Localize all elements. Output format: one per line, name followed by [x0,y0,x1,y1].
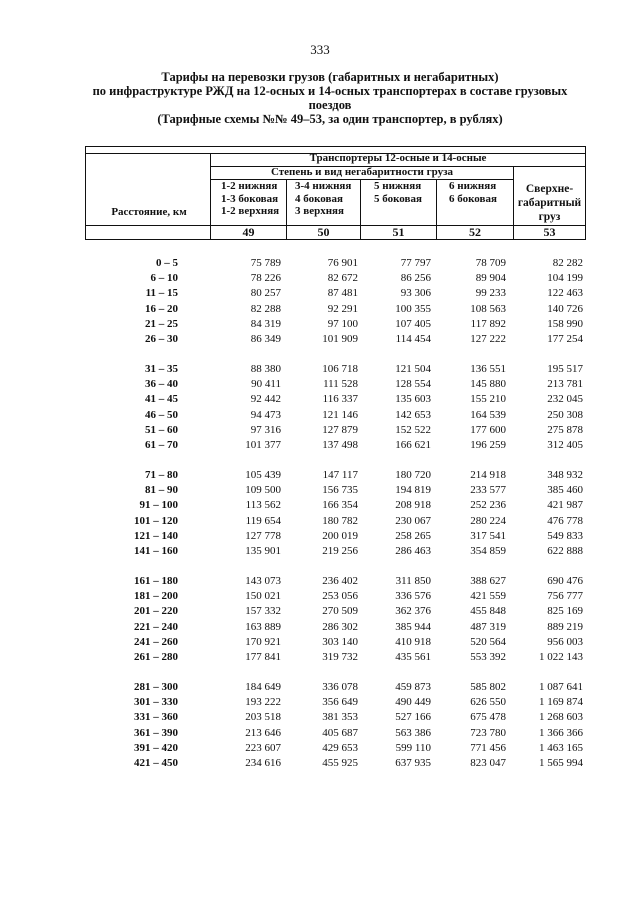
tariff-cell-53: 104 199 [547,272,583,285]
table-row [0,256,640,270]
tariff-cell-52: 823 047 [470,757,506,769]
header-col-50: 3-4 нижняя 4 боковая 3 верхняя [295,180,352,217]
tariff-cell-49: 82 288 [250,302,281,315]
tariff-cell-52: 771 456 [470,741,506,754]
header-col-51: 5 нижняя 5 боковая [374,180,422,205]
tariff-cell-50: 336 078 [322,681,358,693]
table-row [0,620,640,634]
tariff-cell-51: 86 256 [400,272,431,285]
table-row [0,498,640,512]
tariff-cell-53: 476 778 [547,514,583,527]
table-row [0,726,640,740]
tariff-cell-50: 121 146 [322,408,358,421]
tariff-cell-53: 1 366 366 [539,726,583,739]
table-row [0,650,640,664]
tariff-cell-51: 208 918 [395,499,431,512]
header-num-50: 50 [317,225,330,239]
distance-cell: 281 – 300 [134,681,178,693]
tariff-cell-50: 87 481 [327,287,358,300]
tariff-cell-52: 252 236 [470,499,506,512]
distance-cell: 221 – 240 [134,620,178,633]
tariff-cell-53: 1 463 165 [539,741,583,754]
tariff-cell-50: 137 498 [322,439,358,451]
distance-cell: 61 – 70 [145,439,178,451]
tariff-cell-49: 135 901 [245,545,281,557]
tariff-cell-49: 94 473 [250,408,281,421]
tariff-cell-52: 520 564 [470,635,506,648]
tariff-cell-53: 421 987 [547,499,583,512]
tariff-cell-52: 99 233 [475,287,506,300]
distance-cell: 46 – 50 [145,408,178,421]
table-row [0,377,640,391]
tariff-cell-52: 136 551 [470,363,506,375]
tariff-cell-50: 286 302 [322,620,358,633]
tariff-cell-52: 553 392 [470,651,506,663]
tariff-cell-52: 723 780 [470,726,506,739]
tariff-cell-49: 84 319 [250,317,281,330]
tariff-cell-50: 236 402 [322,575,358,587]
tariff-cell-52: 233 577 [470,484,506,497]
tariff-cell-50: 180 782 [322,514,358,527]
distance-cell: 361 – 390 [134,726,178,739]
tariff-cell-53: 385 460 [547,484,583,497]
tariff-cell-53: 250 308 [547,408,583,421]
tariff-cell-51: 385 944 [395,620,431,633]
tariff-cell-53: 622 888 [547,545,583,557]
header-num-53: 53 [543,225,556,239]
tariff-cell-51: 459 873 [395,681,431,693]
table-row [0,574,640,588]
table-row [0,468,640,482]
tariff-cell-51: 166 621 [395,439,431,451]
page-number: 333 [310,42,330,57]
tariff-cell-51: 410 918 [395,635,431,648]
tariff-cell-49: 86 349 [250,333,281,345]
distance-cell: 16 – 20 [145,302,178,315]
tariff-cell-49: 157 332 [245,605,281,618]
tariff-cell-51: 435 561 [395,651,431,663]
distance-cell: 21 – 25 [145,317,178,330]
tariff-cell-50: 116 337 [322,393,358,406]
table-row [0,514,640,528]
header-group: Транспортеры 12-осные и 14-осные [309,152,487,164]
tariff-cell-49: 105 439 [245,469,281,481]
table-row [0,392,640,406]
tariff-cell-50: 82 672 [327,272,358,285]
table-row [0,529,640,543]
tariff-cell-49: 223 607 [245,741,281,754]
tariff-cell-52: 421 559 [470,590,506,603]
tariff-cell-49: 150 021 [245,590,281,603]
tariff-cell-49: 184 649 [245,681,281,693]
tariff-cell-51: 527 166 [395,711,431,724]
distance-cell: 91 – 100 [139,499,178,512]
tariff-cell-53: 232 045 [547,393,583,406]
tariff-cell-53: 956 003 [547,635,583,648]
tariff-cell-49: 92 442 [250,393,281,406]
tariff-cell-53: 140 726 [547,302,583,315]
tariff-cell-51: 93 306 [400,287,431,300]
tariff-cell-52: 196 259 [470,439,506,451]
tariff-cell-49: 213 646 [245,726,281,739]
distance-cell: 261 – 280 [134,651,178,663]
tariff-cell-53: 213 781 [547,378,583,391]
tariff-cell-50: 106 718 [322,363,358,375]
tariff-cell-50: 166 354 [322,499,358,512]
table-row [0,483,640,497]
tariff-cell-53: 690 476 [547,575,583,587]
tariff-cell-53: 158 990 [547,317,583,330]
tariff-cell-51: 336 576 [395,590,431,603]
table-row [0,680,640,694]
tariff-cell-49: 193 222 [245,696,281,709]
tariff-cell-49: 78 226 [250,272,281,285]
tariff-cell-51: 121 504 [395,363,431,375]
tariff-cell-50: 429 653 [322,741,358,754]
tariff-cell-52: 585 802 [470,681,506,693]
tariff-cell-49: 234 616 [245,757,281,769]
table-row [0,271,640,285]
tariff-cell-52: 214 918 [470,469,506,481]
tariff-cell-53: 275 878 [547,423,583,436]
tariff-cell-51: 114 454 [395,333,431,345]
distance-cell: 101 – 120 [134,514,178,527]
distance-cell: 11 – 15 [145,287,178,300]
tariff-cell-53: 549 833 [547,529,583,542]
tariff-cell-50: 381 353 [322,711,358,724]
distance-cell: 141 – 160 [134,545,178,557]
distance-cell: 41 – 45 [145,393,178,406]
tariff-cell-50: 156 735 [322,484,358,497]
tariff-cell-51: 599 110 [395,741,431,754]
table-row [0,589,640,603]
tariff-cell-53: 82 282 [552,257,583,269]
table-row [0,635,640,649]
tariff-cell-52: 108 563 [470,302,506,315]
table-row [0,710,640,724]
tariff-cell-52: 626 550 [470,696,506,709]
distance-cell: 331 – 360 [134,711,178,724]
tariff-cell-52: 675 478 [470,711,506,724]
tariff-cell-53: 889 219 [547,620,583,633]
title-line-1: Тарифы на перевозки грузов (габаритных и негабаритных) [161,70,499,84]
tariff-cell-51: 311 850 [395,575,431,587]
tariff-cell-52: 280 224 [470,514,506,527]
table-row [0,695,640,709]
header-col-49: 1-2 нижняя 1-3 боковая 1-2 верхняя [221,180,280,217]
tariff-cell-51: 100 355 [395,302,431,315]
tariff-cell-52: 145 880 [470,378,506,391]
tariff-cell-49: 97 316 [250,423,281,436]
distance-cell: 71 – 80 [145,469,178,481]
tariff-cell-50: 127 879 [322,423,358,436]
distance-cell: 81 – 90 [145,484,178,497]
tariff-cell-50: 92 291 [327,302,358,315]
tariff-cell-51: 563 386 [395,726,431,739]
tariff-cell-53: 1 087 641 [539,681,583,693]
table-row [0,302,640,316]
tariff-cell-51: 107 405 [395,317,431,330]
tariff-cell-52: 155 210 [470,393,506,406]
tariff-cell-49: 80 257 [250,287,281,300]
table-row [0,286,640,300]
table-row [0,756,640,770]
tariff-cell-50: 147 117 [322,469,358,481]
table-row [0,544,640,558]
tariff-cell-50: 455 925 [322,757,358,769]
table-row [0,423,640,437]
tariff-cell-53: 312 405 [547,439,583,451]
header-col-53: Сверхне- габаритный груз [517,183,582,223]
tariff-cell-51: 152 522 [395,423,431,436]
table-row [0,332,640,346]
distance-cell: 161 – 180 [134,575,178,587]
distance-cell: 391 – 420 [134,741,178,754]
tariff-cell-50: 253 056 [322,590,358,603]
distance-cell: 121 – 140 [134,529,178,542]
tariff-cell-53: 348 932 [547,469,583,481]
tariff-cell-52: 78 709 [475,257,506,269]
tariff-cell-49: 163 889 [245,620,281,633]
tariff-cell-49: 109 500 [245,484,281,497]
tariff-cell-53: 1 268 603 [539,711,583,724]
header-num-49: 49 [242,225,255,239]
tariff-cell-50: 200 019 [322,529,358,542]
tariff-cell-53: 756 777 [547,590,583,603]
tariff-cell-51: 180 720 [395,469,431,481]
header-distance: Расстояние, км [111,206,187,218]
tariff-cell-50: 219 256 [322,545,358,557]
tariff-cell-51: 362 376 [395,605,431,618]
tariff-cell-51: 637 935 [395,757,431,769]
tariff-cell-52: 455 848 [470,605,506,618]
tariff-cell-50: 303 140 [322,635,358,648]
tariff-cell-52: 89 904 [475,272,506,285]
header-num-52: 52 [469,225,481,239]
table-row [0,604,640,618]
tariff-cell-52: 487 319 [470,620,506,633]
title-line-2: по инфраструктуре РЖД на 12-осных и 14-осных транспортерах в составе грузовых [92,84,568,98]
tariff-cell-52: 354 859 [470,545,506,557]
tariff-cell-50: 97 100 [327,317,358,330]
distance-cell: 6 – 10 [150,272,178,285]
distance-cell: 31 – 35 [145,363,178,375]
tariff-cell-53: 177 254 [547,333,583,345]
tariff-cell-53: 122 463 [547,287,583,300]
tariff-cell-49: 75 789 [250,257,281,269]
tariff-cell-52: 117 892 [470,317,506,330]
distance-cell: 0 – 5 [156,257,178,269]
distance-cell: 421 – 450 [134,757,178,769]
distance-cell: 181 – 200 [134,590,178,603]
tariff-cell-50: 270 509 [322,605,358,618]
tariff-cell-51: 128 554 [395,378,431,391]
distance-cell: 26 – 30 [145,333,178,345]
tariff-cell-49: 88 380 [250,363,281,375]
table-row [0,362,640,376]
tariff-cell-50: 356 649 [322,696,358,709]
tariff-cell-53: 195 517 [547,363,583,375]
tariff-cell-50: 319 732 [322,651,358,663]
tariff-cell-53: 1 565 994 [539,757,583,769]
title-line-3: поездов [308,98,352,112]
tariff-cell-51: 286 463 [395,545,431,557]
tariff-cell-49: 177 841 [245,651,281,663]
tariff-cell-51: 490 449 [395,696,431,709]
table-row [0,741,640,755]
header-num-51: 51 [392,225,405,239]
distance-cell: 51 – 60 [145,423,178,436]
tariff-cell-49: 203 518 [245,711,281,724]
table-row [0,438,640,452]
tariff-cell-52: 177 600 [470,423,506,436]
header-subgroup: Степень и вид негабаритности груза [270,166,454,178]
tariff-cell-51: 230 067 [395,514,431,527]
tariff-cell-52: 317 541 [470,529,506,542]
tariff-cell-53: 1 022 143 [539,651,583,663]
tariff-cell-50: 405 687 [322,726,358,739]
tariff-cell-49: 113 562 [245,499,281,512]
table-row [0,317,640,331]
tariff-cell-53: 1 169 874 [539,696,583,709]
tariff-cell-50: 101 909 [322,333,358,345]
tariff-cell-49: 119 654 [245,514,281,527]
tariff-cell-51: 135 603 [395,393,431,406]
tariff-cell-50: 111 528 [323,378,358,391]
distance-cell: 241 – 260 [134,635,178,648]
tariff-cell-51: 194 819 [395,484,431,497]
tariff-cell-52: 388 627 [470,575,506,587]
tariff-cell-52: 127 222 [470,333,506,345]
distance-cell: 201 – 220 [134,605,178,618]
distance-cell: 36 – 40 [145,378,178,391]
tariff-cell-51: 258 265 [395,529,431,542]
tariff-cell-51: 142 653 [395,408,431,421]
table-row [0,408,640,422]
header-col-52: 6 нижняя 6 боковая [449,180,497,205]
tariff-cell-49: 90 411 [251,378,281,391]
distance-cell: 301 – 330 [134,696,178,709]
tariff-cell-51: 77 797 [400,257,431,269]
tariff-cell-49: 143 073 [245,575,281,587]
tariff-cell-50: 76 901 [327,257,358,269]
tariff-cell-49: 101 377 [245,439,281,451]
tariff-cell-52: 164 539 [470,408,506,421]
tariff-cell-49: 127 778 [245,529,281,542]
title-line-4: (Тарифные схемы №№ 49–53, за один транспортер, в рублях) [157,112,503,126]
tariff-cell-53: 825 169 [547,605,583,618]
tariff-cell-49: 170 921 [245,635,281,648]
